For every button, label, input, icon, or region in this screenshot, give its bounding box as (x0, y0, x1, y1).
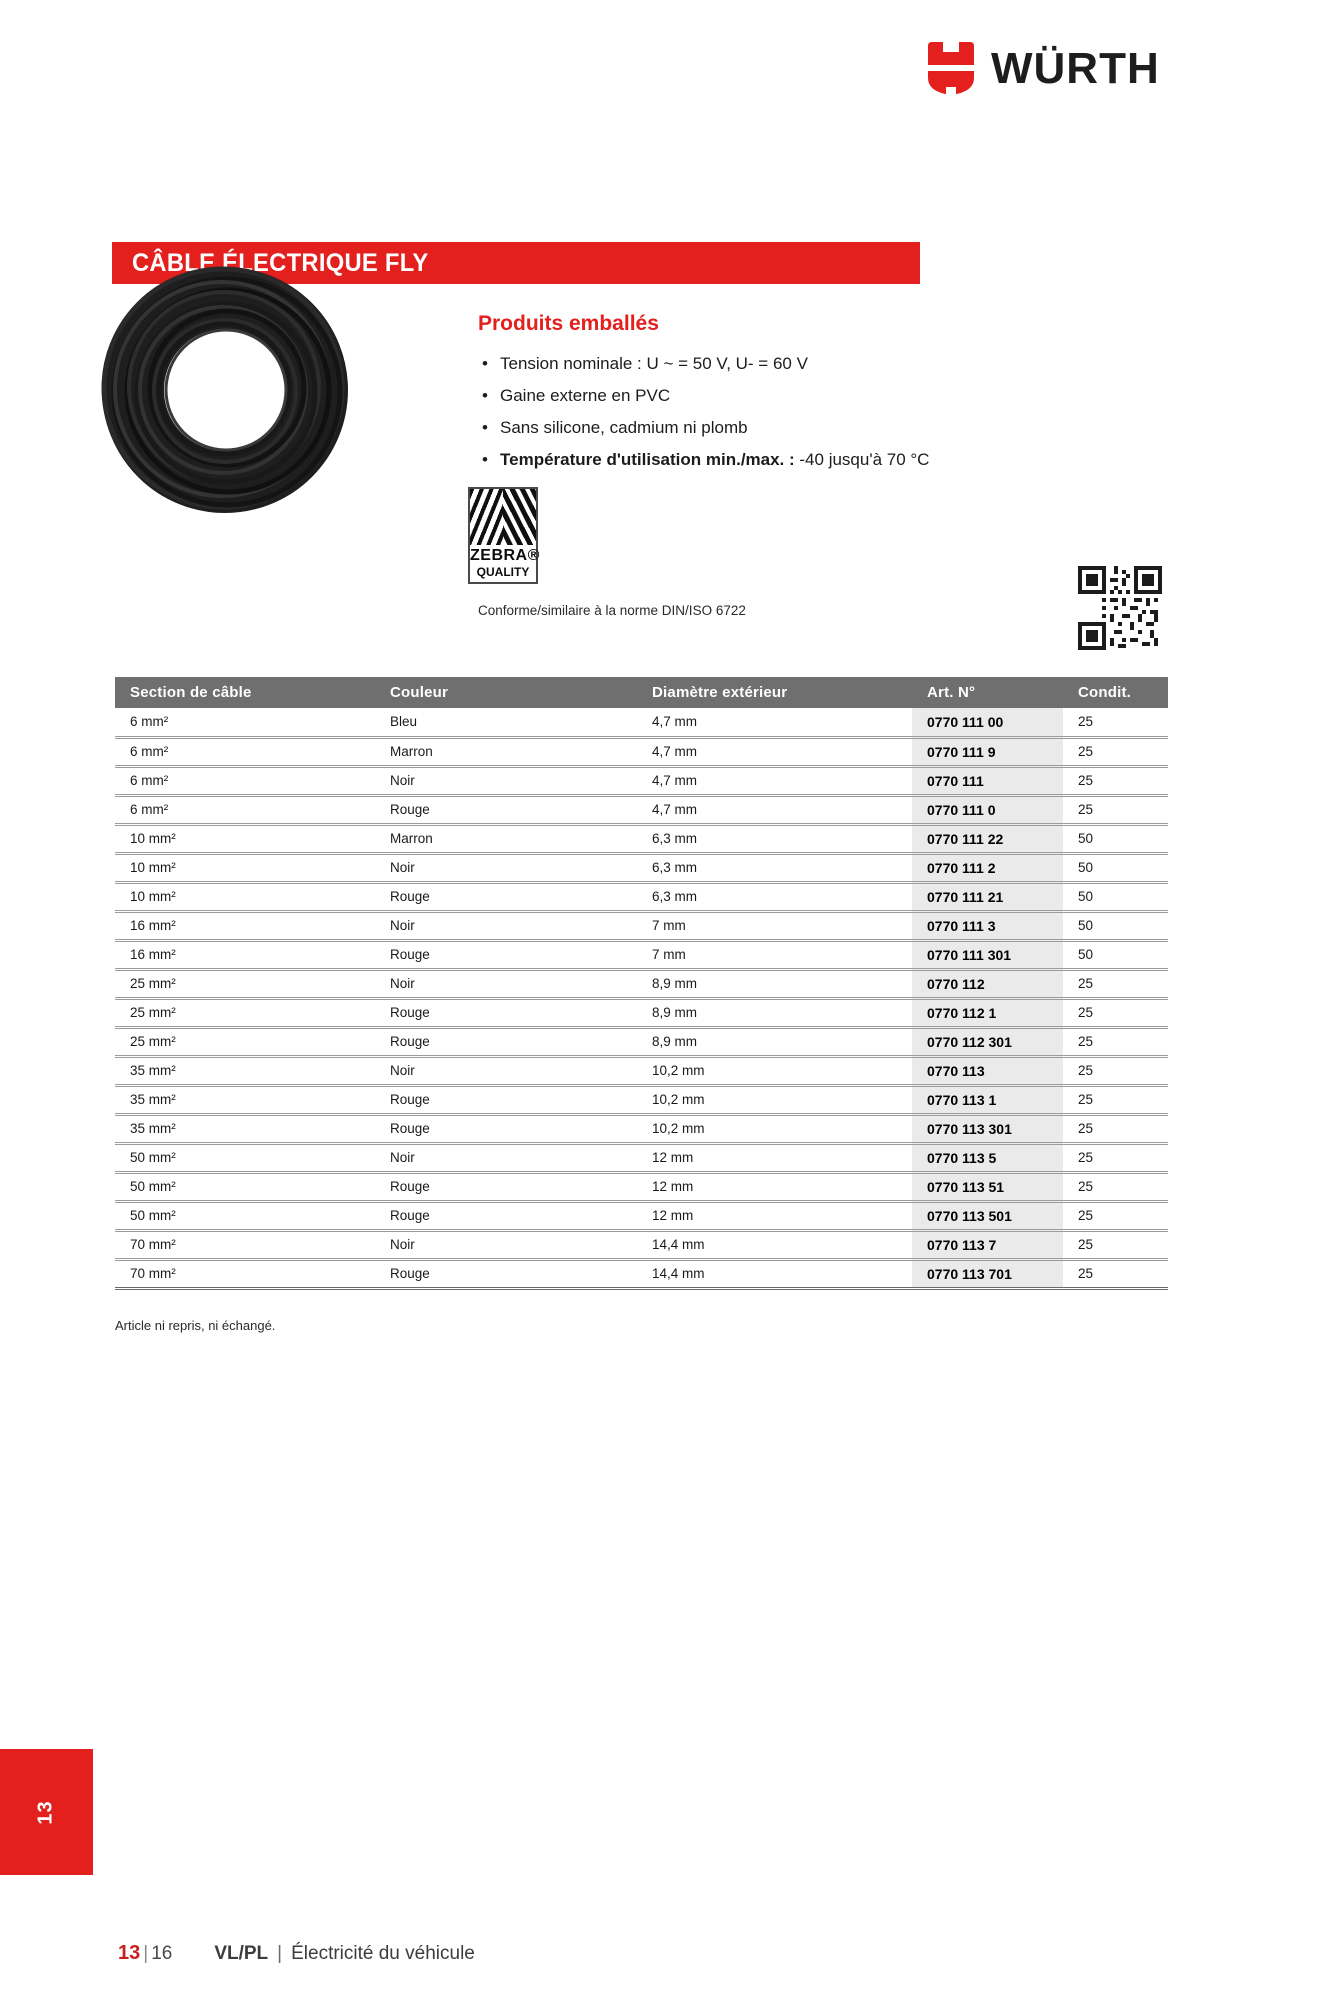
feature-item: • Sans silicone, cadmium ni plomb (478, 412, 1078, 444)
cell-artno: 0770 111 301 (912, 940, 1063, 969)
cell-diametre: 12 mm (637, 1143, 912, 1172)
cell-section: 10 mm² (115, 853, 375, 882)
feature-item: • Tension nominale : U ~ = 50 V, U- = 60 V (478, 348, 1078, 380)
cell-section: 25 mm² (115, 998, 375, 1027)
cell-artno: 0770 111 22 (912, 824, 1063, 853)
cell-section: 6 mm² (115, 795, 375, 824)
cell-couleur: Rouge (375, 1114, 637, 1143)
zebra-stripes-icon (470, 489, 536, 545)
wurth-logo (925, 42, 1160, 96)
chapter-tab (0, 1749, 93, 1875)
cell-condit: 25 (1063, 1085, 1168, 1114)
cell-couleur: Noir (375, 911, 637, 940)
feature-item: • Gaine externe en PVC (478, 380, 1078, 412)
cell-section: 6 mm² (115, 737, 375, 766)
cell-diametre: 8,9 mm (637, 969, 912, 998)
cell-artno: 0770 111 2 (912, 853, 1063, 882)
cell-artno: 0770 113 51 (912, 1172, 1063, 1201)
cell-diametre: 12 mm (637, 1201, 912, 1230)
cell-diametre: 8,9 mm (637, 998, 912, 1027)
col-header-couleur: Couleur (375, 677, 637, 708)
table-row (115, 882, 1168, 911)
qr-code (1078, 566, 1162, 650)
product-photo-cable-coil (95, 250, 359, 514)
cell-artno: 0770 111 00 (912, 708, 1063, 737)
cell-couleur: Noir (375, 969, 637, 998)
cell-diametre: 4,7 mm (637, 766, 912, 795)
cell-couleur: Noir (375, 1230, 637, 1259)
cell-diametre: 7 mm (637, 940, 912, 969)
table-row (115, 1172, 1168, 1201)
table-row (115, 1259, 1168, 1288)
cell-diametre: 4,7 mm (637, 795, 912, 824)
quality-label: QUALITY (476, 565, 530, 579)
cell-condit: 50 (1063, 853, 1168, 882)
cell-section: 35 mm² (115, 1114, 375, 1143)
footer-page-number: 13 (118, 1942, 141, 1964)
cell-section: 10 mm² (115, 824, 375, 853)
cell-diametre: 6,3 mm (637, 853, 912, 882)
cell-diametre: 14,4 mm (637, 1230, 912, 1259)
col-header-diametre: Diamètre extérieur (637, 677, 912, 708)
footer-page-total: 16 (151, 1943, 173, 1964)
table-row (115, 708, 1168, 737)
cell-diametre: 6,3 mm (637, 882, 912, 911)
cell-section: 10 mm² (115, 882, 375, 911)
cell-couleur: Rouge (375, 998, 637, 1027)
zebra-label: ZEBRA® (470, 547, 540, 564)
footer-section: VL/PL (214, 1943, 269, 1964)
table-row (115, 766, 1168, 795)
cell-couleur: Noir (375, 1056, 637, 1085)
chapter-number: 13 (35, 1799, 57, 1825)
cell-couleur: Marron (375, 824, 637, 853)
cell-diametre: 14,4 mm (637, 1259, 912, 1288)
cell-condit: 25 (1063, 1172, 1168, 1201)
table-row (115, 998, 1168, 1027)
table-row (115, 1201, 1168, 1230)
wurth-shield-icon (925, 42, 977, 96)
cell-couleur: Rouge (375, 1085, 637, 1114)
cell-condit: 50 (1063, 882, 1168, 911)
table-row (115, 1114, 1168, 1143)
footer-label: Électricité du véhicule (291, 1943, 475, 1964)
cell-artno: 0770 111 0 (912, 795, 1063, 824)
cell-condit: 25 (1063, 1230, 1168, 1259)
cell-diametre: 7 mm (637, 911, 912, 940)
cell-diametre: 10,2 mm (637, 1114, 912, 1143)
table-row (115, 940, 1168, 969)
cell-condit: 25 (1063, 969, 1168, 998)
table-row (115, 737, 1168, 766)
feature-list (478, 348, 1078, 476)
table-header-row (115, 677, 1168, 708)
cell-artno: 0770 113 5 (912, 1143, 1063, 1172)
product-info (478, 312, 1078, 476)
table-row (115, 1230, 1168, 1259)
cell-artno: 0770 113 301 (912, 1114, 1063, 1143)
col-header-artno: Art. N° (912, 677, 1063, 708)
table-row (115, 824, 1168, 853)
cell-condit: 50 (1063, 940, 1168, 969)
cell-section: 50 mm² (115, 1172, 375, 1201)
cell-section: 50 mm² (115, 1143, 375, 1172)
cell-section: 25 mm² (115, 969, 375, 998)
cell-artno: 0770 112 (912, 969, 1063, 998)
table-row (115, 1085, 1168, 1114)
cell-condit: 25 (1063, 998, 1168, 1027)
cell-condit: 50 (1063, 911, 1168, 940)
page-footer (118, 1942, 475, 1965)
cell-condit: 25 (1063, 1027, 1168, 1056)
cell-couleur: Rouge (375, 1172, 637, 1201)
table-row (115, 853, 1168, 882)
cell-artno: 0770 113 7 (912, 1230, 1063, 1259)
cell-section: 35 mm² (115, 1056, 375, 1085)
cell-couleur: Rouge (375, 1027, 637, 1056)
product-table (115, 677, 1168, 1290)
cell-couleur: Rouge (375, 882, 637, 911)
product-table-wrap (115, 677, 1168, 1290)
cell-condit: 25 (1063, 795, 1168, 824)
col-header-section: Section de câble (115, 677, 375, 708)
cell-section: 6 mm² (115, 708, 375, 737)
cell-section: 70 mm² (115, 1259, 375, 1288)
cell-diametre: 10,2 mm (637, 1056, 912, 1085)
conformity-note: Conforme/similaire à la norme DIN/ISO 6722 (478, 603, 746, 618)
cell-artno: 0770 111 9 (912, 737, 1063, 766)
cell-artno: 0770 112 1 (912, 998, 1063, 1027)
cell-couleur: Marron (375, 737, 637, 766)
cell-diametre: 4,7 mm (637, 737, 912, 766)
cell-section: 16 mm² (115, 911, 375, 940)
table-row (115, 1027, 1168, 1056)
cell-diametre: 4,7 mm (637, 708, 912, 737)
page-title: CÂBLE ÉLECTRIQUE FLY (132, 248, 429, 277)
cell-artno: 0770 111 21 (912, 882, 1063, 911)
cell-diametre: 10,2 mm (637, 1085, 912, 1114)
feature-item: • Température d'utilisation min./max. : -40 jusqu'à 70 °C (478, 444, 1078, 476)
cell-couleur: Noir (375, 1143, 637, 1172)
cell-condit: 25 (1063, 1143, 1168, 1172)
cell-diametre: 12 mm (637, 1172, 912, 1201)
cell-section: 35 mm² (115, 1085, 375, 1114)
footer-divider: | (277, 1943, 283, 1964)
cell-artno: 0770 113 501 (912, 1201, 1063, 1230)
cell-couleur: Rouge (375, 1201, 637, 1230)
cell-artno: 0770 111 (912, 766, 1063, 795)
cell-section: 70 mm² (115, 1230, 375, 1259)
cell-section: 50 mm² (115, 1201, 375, 1230)
cell-couleur: Noir (375, 766, 637, 795)
cell-artno: 0770 113 (912, 1056, 1063, 1085)
footer-divider: | (143, 1943, 149, 1964)
cell-section: 6 mm² (115, 766, 375, 795)
return-policy-note: Article ni repris, ni échangé. (115, 1318, 276, 1333)
cell-condit: 25 (1063, 1259, 1168, 1288)
cell-condit: 25 (1063, 1114, 1168, 1143)
cell-artno: 0770 113 701 (912, 1259, 1063, 1288)
cell-diametre: 8,9 mm (637, 1027, 912, 1056)
cell-condit: 25 (1063, 1056, 1168, 1085)
zebra-quality-mark (468, 487, 538, 584)
cell-couleur: Rouge (375, 1259, 637, 1288)
cell-couleur: Noir (375, 853, 637, 882)
table-row (115, 911, 1168, 940)
cell-condit: 25 (1063, 766, 1168, 795)
table-row (115, 1056, 1168, 1085)
cell-section: 16 mm² (115, 940, 375, 969)
table-body (115, 708, 1168, 1288)
cell-section: 25 mm² (115, 1027, 375, 1056)
col-header-condit: Condit. (1063, 677, 1168, 708)
cell-artno: 0770 112 301 (912, 1027, 1063, 1056)
cell-artno: 0770 111 3 (912, 911, 1063, 940)
table-row (115, 969, 1168, 998)
wurth-logo-text: WÜRTH (991, 44, 1160, 93)
cell-condit: 50 (1063, 824, 1168, 853)
cell-artno: 0770 113 1 (912, 1085, 1063, 1114)
product-heading: Produits emballés (478, 312, 659, 335)
cell-couleur: Bleu (375, 708, 637, 737)
cell-condit: 25 (1063, 708, 1168, 737)
table-row (115, 1143, 1168, 1172)
table-row (115, 795, 1168, 824)
cell-diametre: 6,3 mm (637, 824, 912, 853)
cell-couleur: Rouge (375, 795, 637, 824)
cell-couleur: Rouge (375, 940, 637, 969)
cell-condit: 25 (1063, 1201, 1168, 1230)
cell-condit: 25 (1063, 737, 1168, 766)
